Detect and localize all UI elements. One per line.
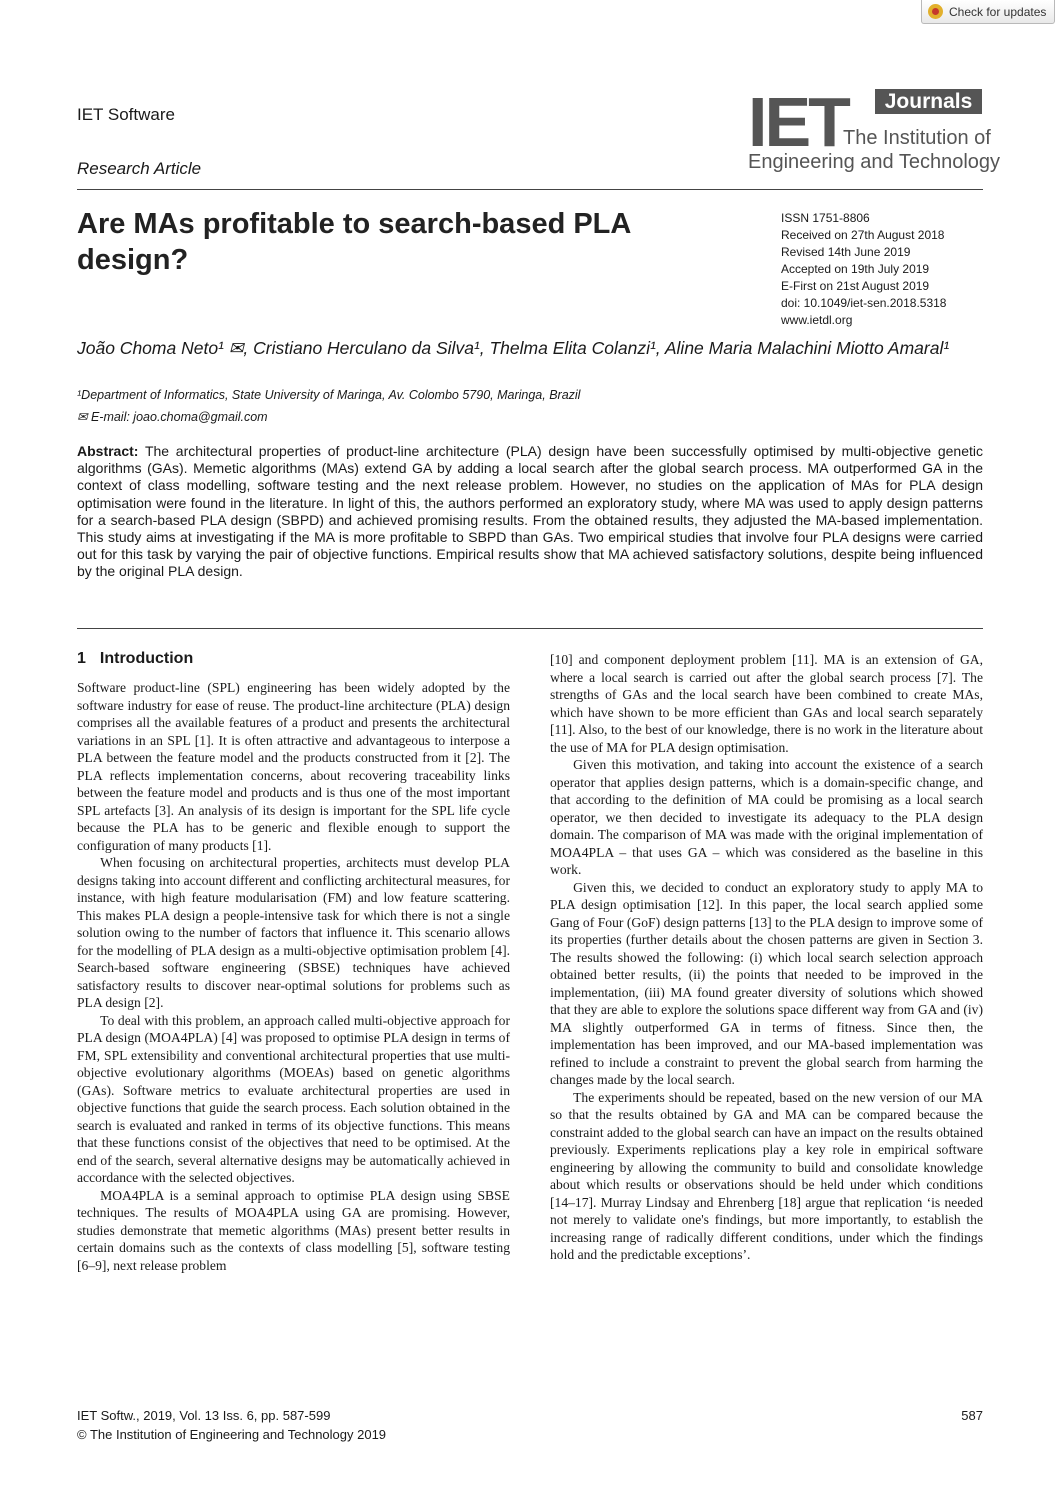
- affiliation: ¹Department of Informatics, State University of Maringa, Av. Colombo 5790, Maringa, Brazil: [77, 388, 581, 402]
- logo-institution-line1: The Institution of: [843, 127, 991, 149]
- header-divider: [77, 189, 983, 190]
- paragraph: Given this motivation, and taking into account the existence of a search operator that applies design patterns, which is a domain-specific change, and that according to the definition of MA could be promising as a local search operator, we then decided to investigate its adequacy to the PLA design domain. The comparison of MA was made with the original implementation of MOA4PLA – that uses GA – which was considered as the baseline in this work.: [550, 757, 983, 877]
- paragraph: Software product-line (SPL) engineering has been widely adopted by the software industry for ease of reuse. The product-line architecture (PLA) design comprises all the available features of a product and presents the architectural variations in an SPL [1]. It is often attractive and advantageous to interpose a PLA between the feature model and the products constructed from it [2]. The PLA reflects implementation concerns, about recovering traceability links between the feature model and products and is thus one of the most important SPL artefacts [3]. An analysis of its design is important for the SPL life cycle because the PLA has to be generic and flexible enough to support the configuration of many products [1].: [77, 680, 510, 853]
- logo-journals-badge: Journals: [875, 89, 982, 114]
- paragraph: Given this, we decided to conduct an exploratory study to apply MA to PLA design optimisation [12]. In this paper, the local search applied some Gang of Four (GoF) design patterns [13] to the PLA design to improve some of its properties (further details about the chosen patterns are given in Section 3. The results showed the following: (i) which local search selection approach obtained better results, (ii) the points that needed to be improved in the implementation, (iii) MA found greater diversity of solutions which showed that they are able to explore the solutions space different way from GA and (iv) MA slightly outperformed GA in terms of fitness. Since then, the implementation has been improved, and our MA-based implementation was refined to include a constraint to prevent the global search from harming the changes made by the local search.: [550, 879, 983, 1087]
- article-metadata: [781, 210, 946, 329]
- article-type: Research Article: [77, 159, 202, 178]
- corresponding-email[interactable]: ✉ E-mail: joao.choma@gmail.com: [77, 410, 268, 424]
- logo-institution-line2: Engineering and Technology: [748, 151, 1001, 173]
- logo-wordmark: IET: [748, 83, 848, 161]
- footer-copyright: © The Institution of Engineering and Technology 2019: [77, 1427, 387, 1442]
- paragraph: To deal with this problem, an approach called multi-objective approach for PLA design (MOA4PLA) [4] was proposed to optimise PLA design in terms of FM, SPL extensibility and conventional architectural properties that use multi-objective evolutionary algorithms (MOEAs) based on genetic algorithms (GAs). Software metrics to evaluate architectural properties are used in objective functions that guide the search process. Each solution obtained in the search is evaluated and ranked in terms of its objective functions. This means that these functions consist of the objectives that need to be optimised. At the end of the search, several alternative designs may be automatically achieved in accordance with the selected objectives.: [77, 1012, 510, 1185]
- page-number: 587: [961, 1408, 983, 1423]
- section-number: 1: [77, 650, 86, 667]
- section-title: Introduction: [99, 650, 194, 667]
- iet-journals-logo: [748, 83, 1001, 177]
- check-for-updates-button[interactable]: [921, 0, 1055, 24]
- paragraph: [10] and component deployment problem [11]. MA is an extension of GA, where a local search is carried out after the global search process [7]. The strengths of GAs and the local search have been combined to create MAs, which have shown to be more efficient than GAs and local search separately [11]. Also, to the best of our knowledge, there is no work in the literature about the use of MA for PLA design optimisation.: [550, 652, 983, 755]
- journal-name: IET Software: [77, 105, 175, 124]
- footer-citation: IET Softw., 2019, Vol. 13 Iss. 6, pp. 587-599: [77, 1408, 331, 1423]
- meta-issn: ISSN 1751-8806: [781, 211, 870, 225]
- abstract-text: The architectural properties of product-line architecture (PLA) design have been successfully optimised by multi-objective genetic algorithms (GAs). Memetic algorithms (MAs) extend GA by adding a local search after the global search process. MA outperformed GA in the context of class modelling, software testing and the next release problem. However, no studies on the application of MAs for PLA design optimisation were found in the literature. In light of this, the authors performed an exploratory study, where MA was used to apply design patterns for a search-based PLA design (SBPD) and achieved promising results. From the obtained results, they adjusted the MA-based implementation. This study aims at investigating if the MA is more profitable to SBPD than GAs. Two empirical studies that involve four PLA designs were carried out for this task by varying the pair of objective functions. Empirical results show that MA achieved satisfactory solutions, despite being influenced by the original PLA design.: [77, 443, 984, 580]
- paragraph: When focusing on architectural properties, architects must develop PLA designs taking into account different and conflicting architectural measures, for instance, with high feature modularisation (FM) and low feature scattering. This makes PLA design a people-intensive task for which there is not a single solution owing to the number of factors that influence it. This scenario allows for the modelling of PLA design as a multi-objective optimisation problem [4]. Search-based software engineering (SBSE) techniques have achieved satisfactory results to discover near-optimal solutions for problems such as PLA design [2].: [77, 855, 510, 1010]
- crossmark-icon: [928, 4, 943, 19]
- meta-revised: Revised 14th June 2019: [781, 245, 911, 259]
- article-title: Are MAs profitable to search-based PLA design?: [77, 208, 631, 276]
- meta-received: Received on 27th August 2018: [781, 228, 945, 242]
- body-right-column: [550, 651, 983, 1264]
- meta-efirst: E-First on 21st August 2019: [781, 279, 930, 293]
- check-for-updates-label: Check for updates: [949, 4, 1047, 19]
- abstract-divider: [77, 628, 983, 629]
- paragraph: MOA4PLA is a seminal approach to optimise PLA design using SBSE techniques. The results of MOA4PLA using GA are promising. However, studies demonstrate that memetic algorithms (MAs) present better results in certain domains such as the contexts of class modelling [5], software testing [6–9], next release problem: [77, 1187, 510, 1273]
- abstract-label: Abstract:: [77, 443, 139, 459]
- paragraph: The experiments should be repeated, based on the new version of our MA so that the results obtained by GA and MA can be compared because the constraint added to the global search can have an impact on the results obtained previously. Experiments replications play a key role in empirical software engineering by allowing the community to build and consolidate knowledge about which results or observations should be held under which conditions [14–17]. Murray Lindsay and Ehrenberg [18] argue that replication ‘is needed not merely to validate one's findings, but more importantly, to establish the increasing range of radically different conditions, under which the findings hold and the predictable exceptions’.: [550, 1089, 983, 1262]
- meta-doi[interactable]: doi: 10.1049/iet-sen.2018.5318: [781, 296, 947, 310]
- meta-accepted: Accepted on 19th July 2019: [781, 262, 930, 276]
- body-left-column: [77, 679, 510, 1274]
- abstract: [77, 443, 983, 581]
- meta-website[interactable]: www.ietdl.org: [781, 313, 853, 327]
- author-list: João Choma Neto¹ ✉, Cristiano Herculano da Silva¹, Thelma Elita Colanzi¹, Aline Maria Malachini Miotto Amaral¹: [77, 338, 950, 358]
- section-heading: [77, 650, 207, 668]
